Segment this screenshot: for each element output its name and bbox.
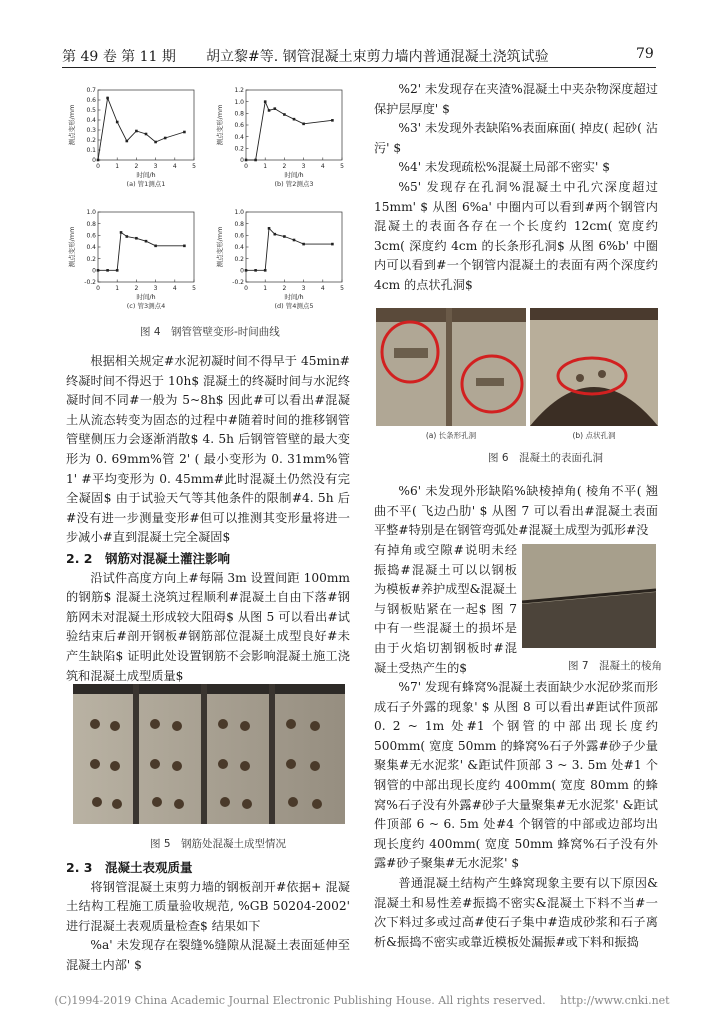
paragraph-inspection: 将钢管混凝土束剪力墙的钢板剖开#依据+ 混凝土结构工程施工质量验收规范, %GB 50204-2002' 进行混凝土表观质量检查$ 结果如下 (66, 879, 350, 933)
data-point (106, 269, 109, 272)
data-point (302, 123, 305, 126)
y-axis-label: 测点变形/mm (68, 226, 76, 268)
y-tick-label: 0 (92, 157, 96, 165)
y-tick-label: 0 (240, 157, 244, 165)
y-tick-label: -0.2 (232, 279, 244, 287)
data-point (293, 239, 296, 242)
data-point (283, 113, 286, 116)
item-5-holes: %5' 发现存在孔洞%混凝土中孔穴深度超过 15mm' $ 从图 6%a' 中圈内可以看到#两个钢管内混凝土的表面各存在一个长度约 12cm( 宽度约 3cm( 深度约 4cm 的长条形孔洞$ 从图 6%b' 中圈内可以看到#一个钢管内混凝土的表面有两个深度约 4cm 的点状孔洞$ (374, 179, 658, 292)
header-rule (62, 67, 656, 68)
x-tick-label: 1 (263, 285, 268, 292)
subplot-caption: (c) 管3测点4 (126, 302, 166, 310)
figure-5-photo (73, 684, 345, 824)
y-axis-label: 测点变形/mm (68, 104, 76, 146)
plot-frame (246, 212, 342, 282)
data-point (164, 137, 167, 140)
chart-a (67, 87, 196, 188)
x-tick-label: 3 (153, 163, 158, 170)
data-point (274, 233, 277, 236)
paragraph-causes: 普通混凝土结构产生蜂窝现象主要有以下原因&混凝土和易性差#振捣不密实&混凝土下料不当#一次下料过多或过高#使石子集中#造成砂浆和石子离析&振捣不密实或靠近模板处漏振#或下料和振捣 (374, 875, 658, 949)
data-point (274, 107, 277, 110)
y-tick-label: 0.4 (234, 133, 244, 141)
chart-b (215, 87, 344, 188)
x-tick-label: 4 (172, 163, 177, 170)
item-6-edges: %6' 未发现外形缺陷%缺棱掉角( 棱角不平( 翘曲不平( 飞边凸肋' $ 从图 7 可以看出#混凝土表面平整#特别是在钢管弯弧处#混凝土成型为弧形#没 (374, 484, 658, 538)
figure-6b-label: (b) 点状孔洞 (572, 431, 616, 440)
data-point (154, 245, 157, 248)
right-column-mid (374, 482, 658, 541)
figure-6-caption: 图 6 混凝土的表面孔洞 (488, 452, 604, 464)
y-tick-label: 0.4 (234, 244, 244, 252)
figure-4-charts (60, 80, 350, 342)
section-2-2-heading: 2. 2 钢筋对混凝土灌注影响 (66, 550, 230, 566)
y-tick-label: 1.0 (234, 98, 244, 106)
x-axis-label: 时间/h (284, 171, 304, 179)
data-point (145, 133, 148, 136)
y-tick-label: 0.2 (234, 145, 244, 153)
y-tick-label: 0.8 (234, 110, 244, 118)
data-point (245, 269, 248, 272)
data-point (126, 140, 129, 143)
y-axis-label: 测点变形/mm (216, 226, 224, 268)
x-tick-label: 4 (320, 285, 325, 292)
y-tick-label: 0.1 (86, 147, 96, 155)
data-point (254, 159, 257, 162)
y-tick-label: -0.2 (84, 279, 96, 287)
right-column-wrap (374, 541, 517, 678)
paragraph-deformation: 根据相关规定#水泥初凝时间不得早于 45min#终凝时间不得迟于 10h$ 混凝土的终凝时间与水泥终凝时间不同#一般为 5~8h$ 因此#可以看出#混凝土从流态转变为固态的过程中#随着时间的推移钢管管壁侧压力会逐渐消散$ 4. 5h 后钢管管壁的最大变形为 0. 69mm%管 2' ( 最小变形为 0. 31mm%管 1' #平均变形为 0. 45mm#此时混凝土仍然没有完全凝固$ 由于试验天气等其他条件的限制#4. 5h 后#没有进一步测量变形#但可以推测其变形量将进一步减小#直到混凝土完全凝固$ (66, 354, 350, 545)
item-1-cracks: %a' 未发现存在裂缝%缝隙从混凝土表面延伸至混凝土内部' $ (66, 938, 350, 972)
y-tick-label: 0.6 (86, 97, 96, 105)
x-tick-label: 0 (96, 163, 100, 170)
series-line (98, 98, 184, 160)
x-tick-label: 5 (340, 163, 344, 170)
y-tick-label: 0.7 (86, 87, 96, 95)
y-tick-label: 0.2 (86, 255, 96, 263)
data-point (135, 130, 138, 133)
data-point (268, 109, 271, 112)
data-point (283, 235, 286, 238)
paragraph-rebar: 沿试件高度方向上#每隔 3m 设置间距 100mm 的钢筋$ 混凝土浇筑过程顺利#混凝土自由下落#钢筋网未对混凝土形成较大阻碍$ 从图 5 可以看出#试验结束后#剖开钢板#钢筋部位混凝土成型良好#未产生缺陷$ 证明此处设置钢筋不会影响混凝土施工浇筑和混凝土成型质量$ (66, 570, 350, 683)
x-tick-label: 1 (115, 163, 120, 170)
section-2-3-heading: 2. 3 混凝土表观质量 (66, 860, 193, 875)
x-tick-label: 1 (263, 163, 268, 170)
x-tick-label: 5 (340, 285, 344, 292)
x-tick-label: 2 (134, 163, 139, 170)
data-point (154, 141, 157, 144)
data-point (145, 240, 148, 243)
y-tick-label: 1.0 (234, 209, 244, 217)
x-axis-label: 时间/h (284, 293, 304, 301)
y-tick-label: 0.2 (234, 255, 244, 263)
journal-issue: 第 49 卷 第 11 期 (62, 49, 176, 65)
item-6-edges-cont: 有掉角或空隙#说明未经振捣#混凝土可以以钢板为模板#养护成型&混凝土与钢板贴紧在一起$ 图 7 中有一些混凝土的损坏是由于火焰切割钢板时#混凝土受热产生的$ (374, 543, 517, 675)
figure-5-caption: 图 5 钢筋处混凝土成型情况 (150, 838, 287, 850)
x-axis-label: 时间/h (136, 171, 156, 179)
series-line (246, 228, 332, 270)
data-point (268, 227, 271, 230)
page-number: 79 (636, 46, 654, 62)
plot-frame (98, 212, 194, 282)
data-point (254, 269, 257, 272)
series-line (246, 102, 332, 160)
x-tick-label: 5 (192, 163, 196, 170)
y-tick-label: 0.2 (86, 137, 96, 145)
y-tick-label: 0.6 (234, 122, 244, 130)
figure-6a-photo (376, 308, 526, 426)
figure-4-caption: 图 4 钢管管壁变形-时间曲线 (140, 326, 280, 338)
running-title: 胡立黎#等. 钢管混凝土束剪力墙内普通混凝土浇筑试验 (206, 49, 549, 65)
data-point (183, 245, 186, 248)
y-tick-label: 1.2 (234, 87, 244, 95)
y-tick-label: 0.3 (86, 127, 96, 135)
plot-frame (98, 90, 194, 160)
series-line (98, 232, 184, 270)
data-point (245, 159, 248, 162)
x-tick-label: 2 (134, 285, 139, 292)
data-point (97, 159, 100, 162)
data-point (331, 243, 334, 246)
item-7-honeycomb: %7' 发现有蜂窝%混凝土表面缺少水泥砂浆而形成石子外露的现象' $ 从图 8 可以看出#距试件顶部 0. 2 ~ 1m 处#1 个钢管的中部出现长度约 500mm( 宽度 50mm 的蜂窝%石子外露#砂子少量聚集#无水泥浆' &距试件顶部 3 ~ 3. 5m 处#1 个钢管的中部出现长度约 400mm( 宽度 80mm 的蜂窝%石子没有外露#砂子大量聚集#无水泥浆' &距试件顶部 6 ~ 6. 5m 处#4 个钢管的中部或边部均出现长度约 400mm( 宽度 50mm 蜂窝%石子没有外露#砂子聚集#无水泥浆' $ (374, 680, 658, 871)
x-tick-label: 0 (244, 285, 248, 292)
plot-frame (246, 90, 342, 160)
figure-6a-label: (a) 长条形孔洞 (425, 431, 477, 440)
y-axis-label: 测点变形/mm (216, 104, 224, 146)
chart-c (67, 209, 196, 310)
figure-7-photo (522, 544, 656, 648)
subplot-caption: (d) 管4测点5 (274, 302, 314, 310)
x-tick-label: 3 (301, 163, 306, 170)
chart-d (215, 209, 344, 310)
right-column-bottom (374, 678, 658, 952)
y-tick-label: 0.6 (234, 232, 244, 240)
y-tick-label: 0 (92, 267, 96, 275)
y-tick-label: 0.8 (234, 220, 244, 228)
copyright-footer: (C)1994-2019 China Academic Journal Electronic Publishing House. All rights reserved. http://www.cnki.net (54, 994, 670, 1007)
x-axis-label: 时间/h (136, 293, 156, 301)
item-2-slag: %2' 未发现存在夹渣%混凝土中夹杂物深度超过保护层厚度' $ (374, 82, 658, 116)
data-point (116, 121, 119, 124)
y-tick-label: 0.4 (86, 244, 96, 252)
item-3-surface: %3' 未发现外表缺陷%表面麻面( 掉皮( 起砂( 沾污' $ (374, 121, 658, 155)
left-column-lower (66, 858, 350, 976)
data-point (97, 269, 100, 272)
data-point (135, 237, 138, 240)
data-point (116, 269, 119, 272)
y-tick-label: 0.6 (86, 232, 96, 240)
data-point (264, 100, 267, 103)
data-point (331, 119, 334, 122)
subplot-caption: (b) 管2测点3 (274, 180, 314, 188)
x-tick-label: 5 (192, 285, 196, 292)
y-tick-label: 0.5 (86, 107, 96, 115)
data-point (126, 235, 129, 238)
x-tick-label: 1 (115, 285, 120, 292)
right-column-top (374, 80, 658, 296)
figure-6b-photo (530, 308, 658, 426)
x-tick-label: 2 (282, 163, 287, 170)
y-tick-label: 0 (240, 267, 244, 275)
data-point (106, 97, 109, 100)
x-tick-label: 3 (301, 285, 306, 292)
data-point (120, 231, 123, 234)
x-tick-label: 4 (172, 285, 177, 292)
figure-7-caption: 图 7 混凝土的棱角 (568, 660, 663, 672)
x-tick-label: 2 (282, 285, 287, 292)
x-tick-label: 0 (96, 285, 100, 292)
left-column (66, 352, 350, 686)
y-tick-label: 0.8 (86, 220, 96, 228)
subplot-caption: (a) 管1测点1 (126, 180, 166, 188)
data-point (264, 269, 267, 272)
x-tick-label: 0 (244, 163, 248, 170)
data-point (302, 243, 305, 246)
data-point (183, 131, 186, 134)
data-point (293, 118, 296, 121)
x-tick-label: 4 (320, 163, 325, 170)
x-tick-label: 3 (153, 285, 158, 292)
y-tick-label: 1.0 (86, 209, 96, 217)
item-4-loose: %4' 未发现疏松%混凝土局部不密实' $ (398, 160, 610, 175)
y-tick-label: 0.4 (86, 117, 96, 125)
